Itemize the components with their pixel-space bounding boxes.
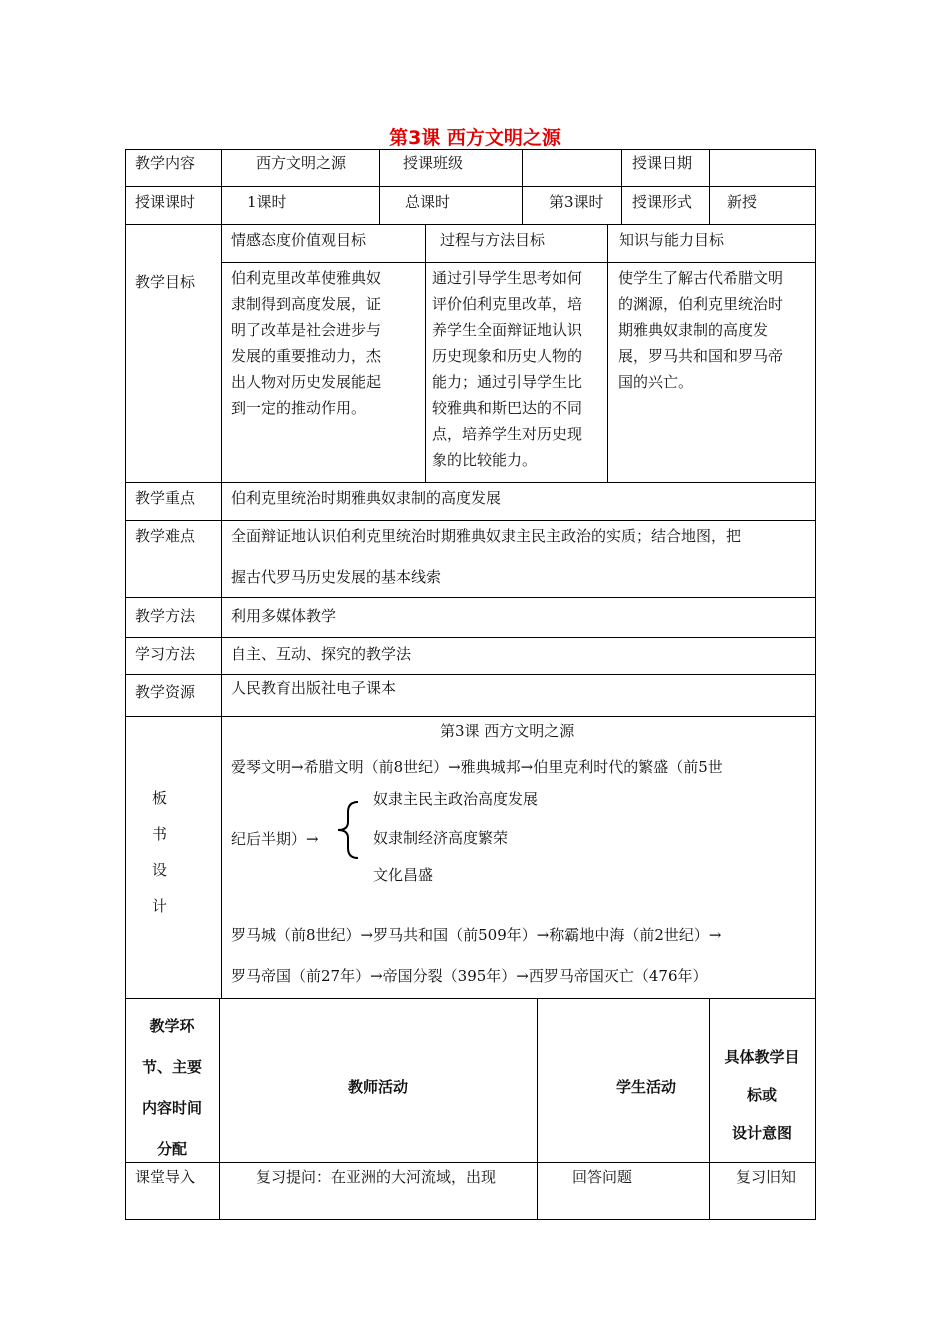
learning-text: 自主、互动、探究的教学法 (231, 645, 412, 663)
difficulty-line-2: 握古代罗马历史发展的基本线索 (231, 568, 442, 586)
form-value: 新授 (727, 193, 758, 211)
label-key-point: 教学重点 (135, 489, 196, 507)
intro-teacher-activity: 复习提问：在亚洲的大河流域，出现 (256, 1168, 497, 1186)
objective-header-process: 过程与方法目标 (440, 231, 546, 249)
header-purpose: 具体教学目 标或 设计意图 (724, 1048, 800, 1142)
label-form: 授课形式 (632, 193, 693, 211)
label-total-hours: 总课时 (405, 193, 451, 211)
key-point-text: 伯利克里统治时期雅典奴隶制的高度发展 (231, 489, 502, 507)
method-text: 利用多媒体教学 (231, 607, 337, 625)
board-line-2: 纪后半期）→ (231, 830, 319, 848)
objective-knowledge-text: 使学生了解古代希腊文明 的渊源，伯利克里统治时 期雅典奴隶制的高度发 展，罗马共和国和罗马帝 国的兴亡。 (618, 269, 784, 391)
intro-student-activity: 回答问题 (572, 1168, 633, 1186)
intro-purpose: 复习旧知 (736, 1168, 797, 1186)
objective-header-attitude: 情感态度价值观目标 (231, 231, 367, 249)
board-branch-3: 文化昌盛 (373, 866, 434, 884)
header-stage: 教学环 节、主要 内容时间 分配 (141, 1017, 202, 1158)
label-objectives: 教学目标 (135, 273, 196, 291)
board-heading: 第3课 西方文明之源 (440, 722, 575, 740)
board-branch-1: 奴隶主民主政治高度发展 (373, 790, 539, 808)
intro-stage: 课堂导入 (135, 1168, 196, 1186)
objective-process-text: 通过引导学生思考如何 评价伯利克里改革，培 养学生全面辩证地认识 历史现象和历史人物的 能力；通过引导学生比 较雅典和斯巴达的不同 点，培养学生对历史现 象的比较能力。 (432, 269, 583, 469)
board-line-1: 爱琴文明→希腊文明（前8世纪）→雅典城邦→伯里克利时代的繁盛（前5世 (231, 758, 723, 776)
objective-attitude-text: 伯利克里改革使雅典奴 隶制得到高度发展，证 明了改革是社会进步与 发展的重要推动力，杰 出人物对历史发展能起 到一定的推动作用。 (231, 269, 382, 417)
label-date: 授课日期 (632, 154, 693, 172)
header-student-activity: 学生活动 (615, 1078, 676, 1096)
curly-brace-icon (328, 800, 362, 860)
label-hours: 授课课时 (135, 193, 196, 211)
objective-header-knowledge: 知识与能力目标 (619, 231, 725, 249)
label-resource: 教学资源 (135, 683, 196, 701)
resource-text: 人民教育出版社电子课本 (231, 679, 397, 697)
header-teacher-activity: 教师活动 (347, 1078, 408, 1096)
board-line-4: 罗马帝国（前27年）→帝国分裂（395年）→西罗马帝国灭亡（476年） (231, 967, 708, 985)
board-branch-2: 奴隶制经济高度繁荣 (373, 829, 509, 847)
content-value: 西方文明之源 (256, 154, 347, 172)
lesson-number: 第3课时 (549, 193, 604, 211)
label-class: 授课班级 (403, 154, 464, 172)
board-line-3: 罗马城（前8世纪）→罗马共和国（前509年）→称霸地中海（前2世纪）→ (231, 926, 722, 944)
label-content: 教学内容 (135, 154, 196, 172)
difficulty-line-1: 全面辩证地认识伯利克里统治时期雅典奴隶主民主政治的实质；结合地图，把 (231, 527, 742, 545)
hours-value: 1课时 (247, 193, 287, 211)
label-difficulty: 教学难点 (135, 527, 196, 545)
label-method: 教学方法 (135, 607, 196, 625)
label-learning: 学习方法 (135, 645, 196, 663)
page-title: 第3课 西方文明之源 (389, 127, 561, 149)
